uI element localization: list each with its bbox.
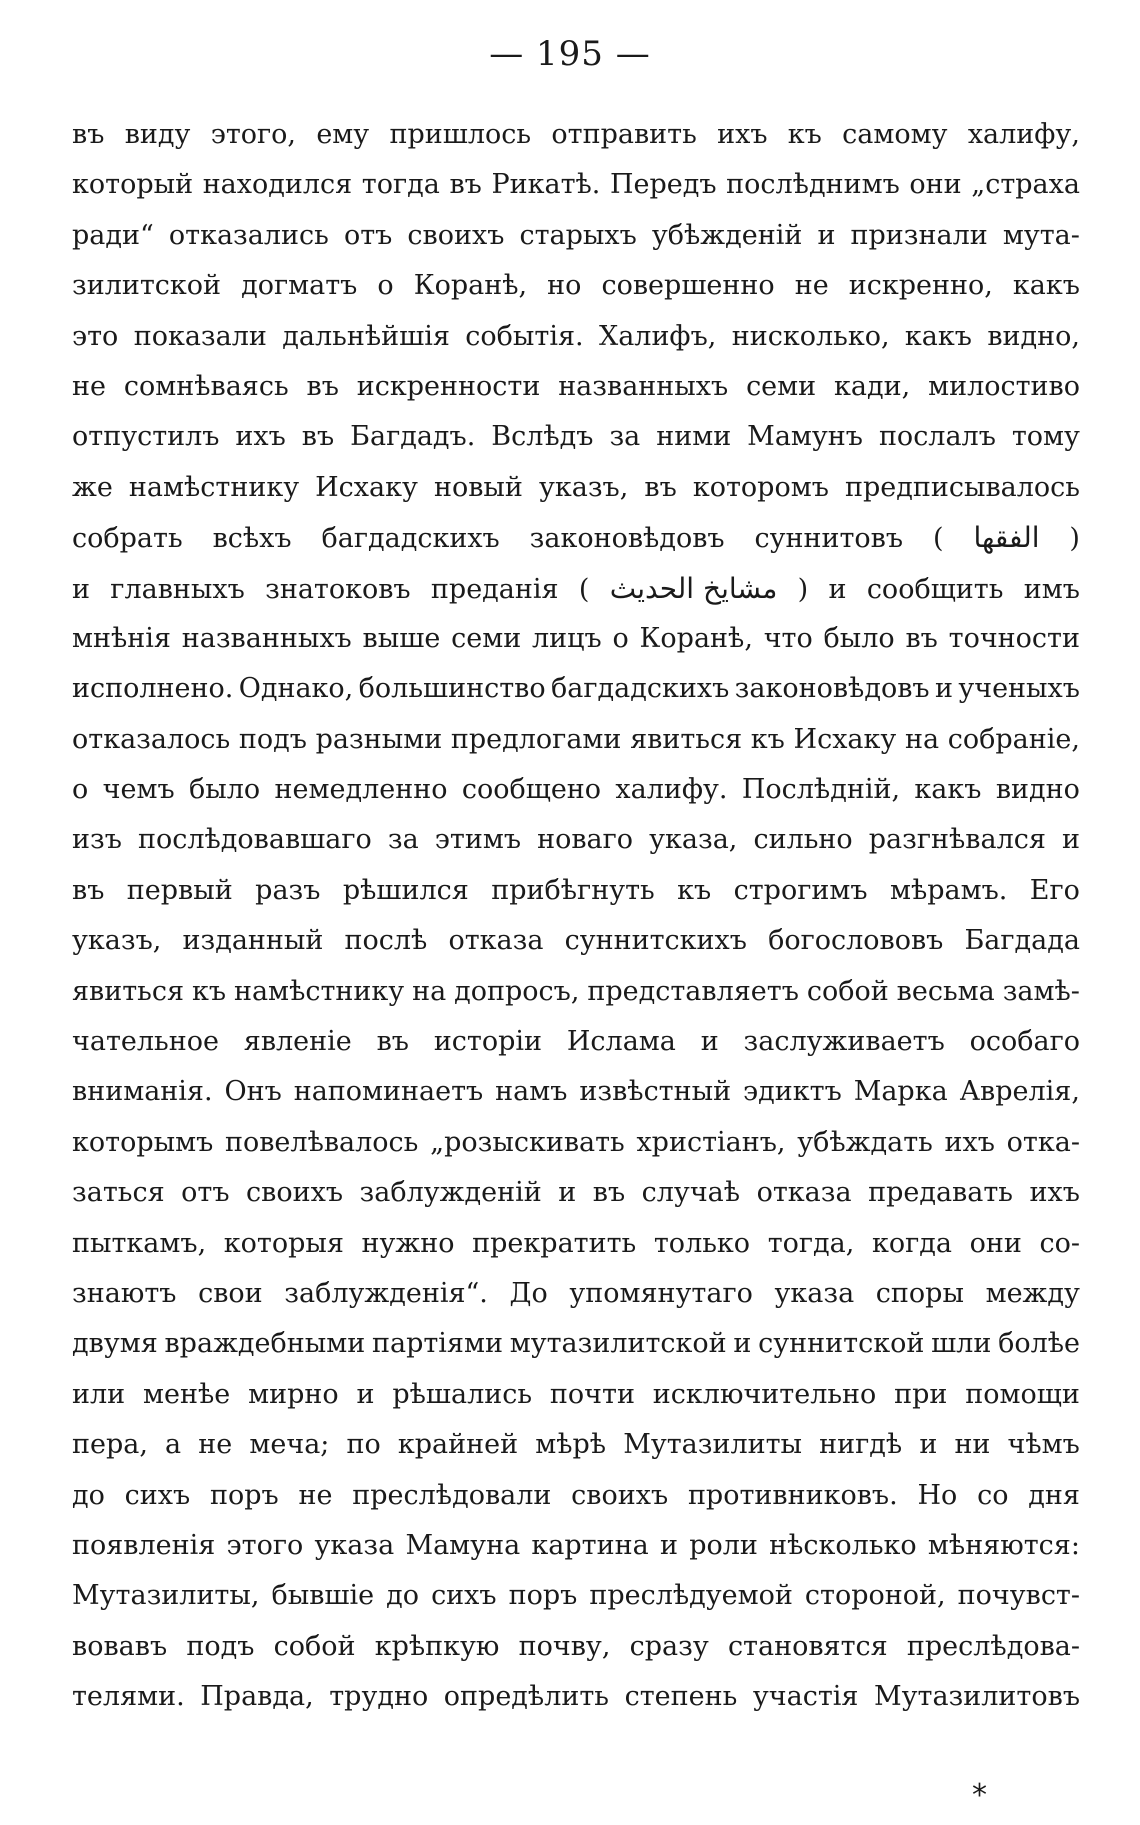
text-line: заться отъ своихъ заблужденій и въ случаѣ отказа предавать ихъ xyxy=(72,1177,1080,1209)
text-word: преданія xyxy=(430,573,559,605)
arabic-phrase: مشايخ الحديث xyxy=(609,571,778,605)
text-line: появленія этого указа Мамуна картина и роли нѣсколько мѣняются: xyxy=(72,1529,1080,1561)
text-word: ) xyxy=(797,573,809,605)
page-number: — 195 — xyxy=(489,34,651,74)
text-line: въ первый разъ рѣшился прибѣгнуть къ строгимъ мѣрамъ. Его xyxy=(72,874,1080,906)
text-word: и xyxy=(72,573,90,605)
text-word: ( xyxy=(578,573,590,605)
text-line: или менѣе мирно и рѣшались почти исключительно при помощи xyxy=(72,1378,1080,1410)
arabic-phrase: الفقها xyxy=(973,521,1040,555)
text-line xyxy=(72,513,1080,563)
text-word: ) xyxy=(1069,523,1080,555)
text-word: и xyxy=(828,573,847,605)
text-word: сообщить xyxy=(866,573,1004,605)
text-line: знаютъ свои заблужденія“. До упомянутаго указа споры между xyxy=(72,1277,1080,1309)
text-line: которымъ повелѣвалось „розыскивать христіанъ, убѣждать ихъ отка- xyxy=(72,1126,1080,1158)
text-word: главныхъ xyxy=(110,573,245,605)
text-line: Мутазилиты, бывшіе до сихъ поръ преслѣдуемой стороной, почувст- xyxy=(72,1580,1080,1612)
text-line: двумя враждебными партіями мутазилитской и суннитской шли болѣе xyxy=(72,1328,1080,1360)
text-line xyxy=(72,564,1080,614)
text-line: пера, а не меча; по крайней мѣрѣ Мутазилиты нигдѣ и ни чѣмъ xyxy=(72,1429,1080,1461)
text-line: отпустилъ ихъ въ Багдадъ. Вслѣдъ за ними Мамунъ послалъ тому xyxy=(72,421,1080,453)
text-word: всѣхъ xyxy=(212,523,292,555)
footnote-asterisk: * xyxy=(972,1778,987,1813)
text-line: исполнено. Однако, большинство багдадскихъ законовѣдовъ и ученыхъ xyxy=(72,673,1080,705)
text-word: ( xyxy=(932,523,944,555)
text-line: не сомнѣваясь въ искренности названныхъ семи кади, милостиво xyxy=(72,370,1080,402)
text-line: чательное явленіе въ исторіи Ислама и заслуживаетъ особаго xyxy=(72,1026,1080,1058)
text-line: отказалось подъ разными предлогами явиться къ Исхаку на собраніе, xyxy=(72,723,1080,755)
text-line: мнѣнія названныхъ выше семи лицъ о Коранѣ, что было въ точности xyxy=(72,622,1080,654)
text-line: пыткамъ, которыя нужно прекратить только тогда, когда они со- xyxy=(72,1227,1080,1259)
text-word: знатоковъ xyxy=(265,573,411,605)
text-word: багдадскихъ xyxy=(321,523,500,555)
text-line: вниманія. Онъ напоминаетъ намъ извѣстный эдиктъ Марка Аврелія, xyxy=(72,1076,1080,1108)
text-line: вовавъ подъ собой крѣпкую почву, сразу становятся преслѣдова- xyxy=(72,1630,1080,1662)
body-text xyxy=(72,110,1080,1723)
text-line: до сихъ поръ не преслѣдовали своихъ противниковъ. Но со дня xyxy=(72,1479,1080,1511)
text-word: суннитовъ xyxy=(754,523,904,555)
text-line: въ виду этого, ему пришлось отправить ихъ къ самому халифу, xyxy=(72,119,1080,150)
text-line: явиться къ намѣстнику на допросъ, представляетъ собой весьма замѣ- xyxy=(72,975,1080,1007)
text-line: зилитской догматъ о Коранѣ, но совершенно не искренно, какъ xyxy=(72,270,1080,302)
text-line: о чемъ было немедленно сообщено халифу. Послѣдній, какъ видно xyxy=(72,774,1080,806)
text-line: это показали дальнѣйшія событія. Халифъ, нисколько, какъ видно, xyxy=(72,320,1080,352)
text-line: ради“ отказались отъ своихъ старыхъ убѣжденій и признали мута- xyxy=(72,219,1080,251)
text-line: указъ, изданный послѣ отказа суннитскихъ богослововъ Багдада xyxy=(72,925,1080,957)
text-word: законовѣдовъ xyxy=(529,523,725,555)
text-line: телями. Правда, трудно опредѣлить степень участія Мутазилитовъ xyxy=(72,1681,1080,1713)
text-word: собрать xyxy=(72,523,183,555)
text-word: имъ xyxy=(1023,573,1080,605)
text-line: изъ послѣдовавшаго за этимъ новаго указа, сильно разгнѣвался и xyxy=(72,824,1080,856)
text-line: же намѣстнику Исхаку новый указъ, въ которомъ предписывалось xyxy=(72,471,1080,503)
text-line: который находился тогда въ Рикатѣ. Передъ послѣднимъ они „страха xyxy=(72,169,1080,201)
